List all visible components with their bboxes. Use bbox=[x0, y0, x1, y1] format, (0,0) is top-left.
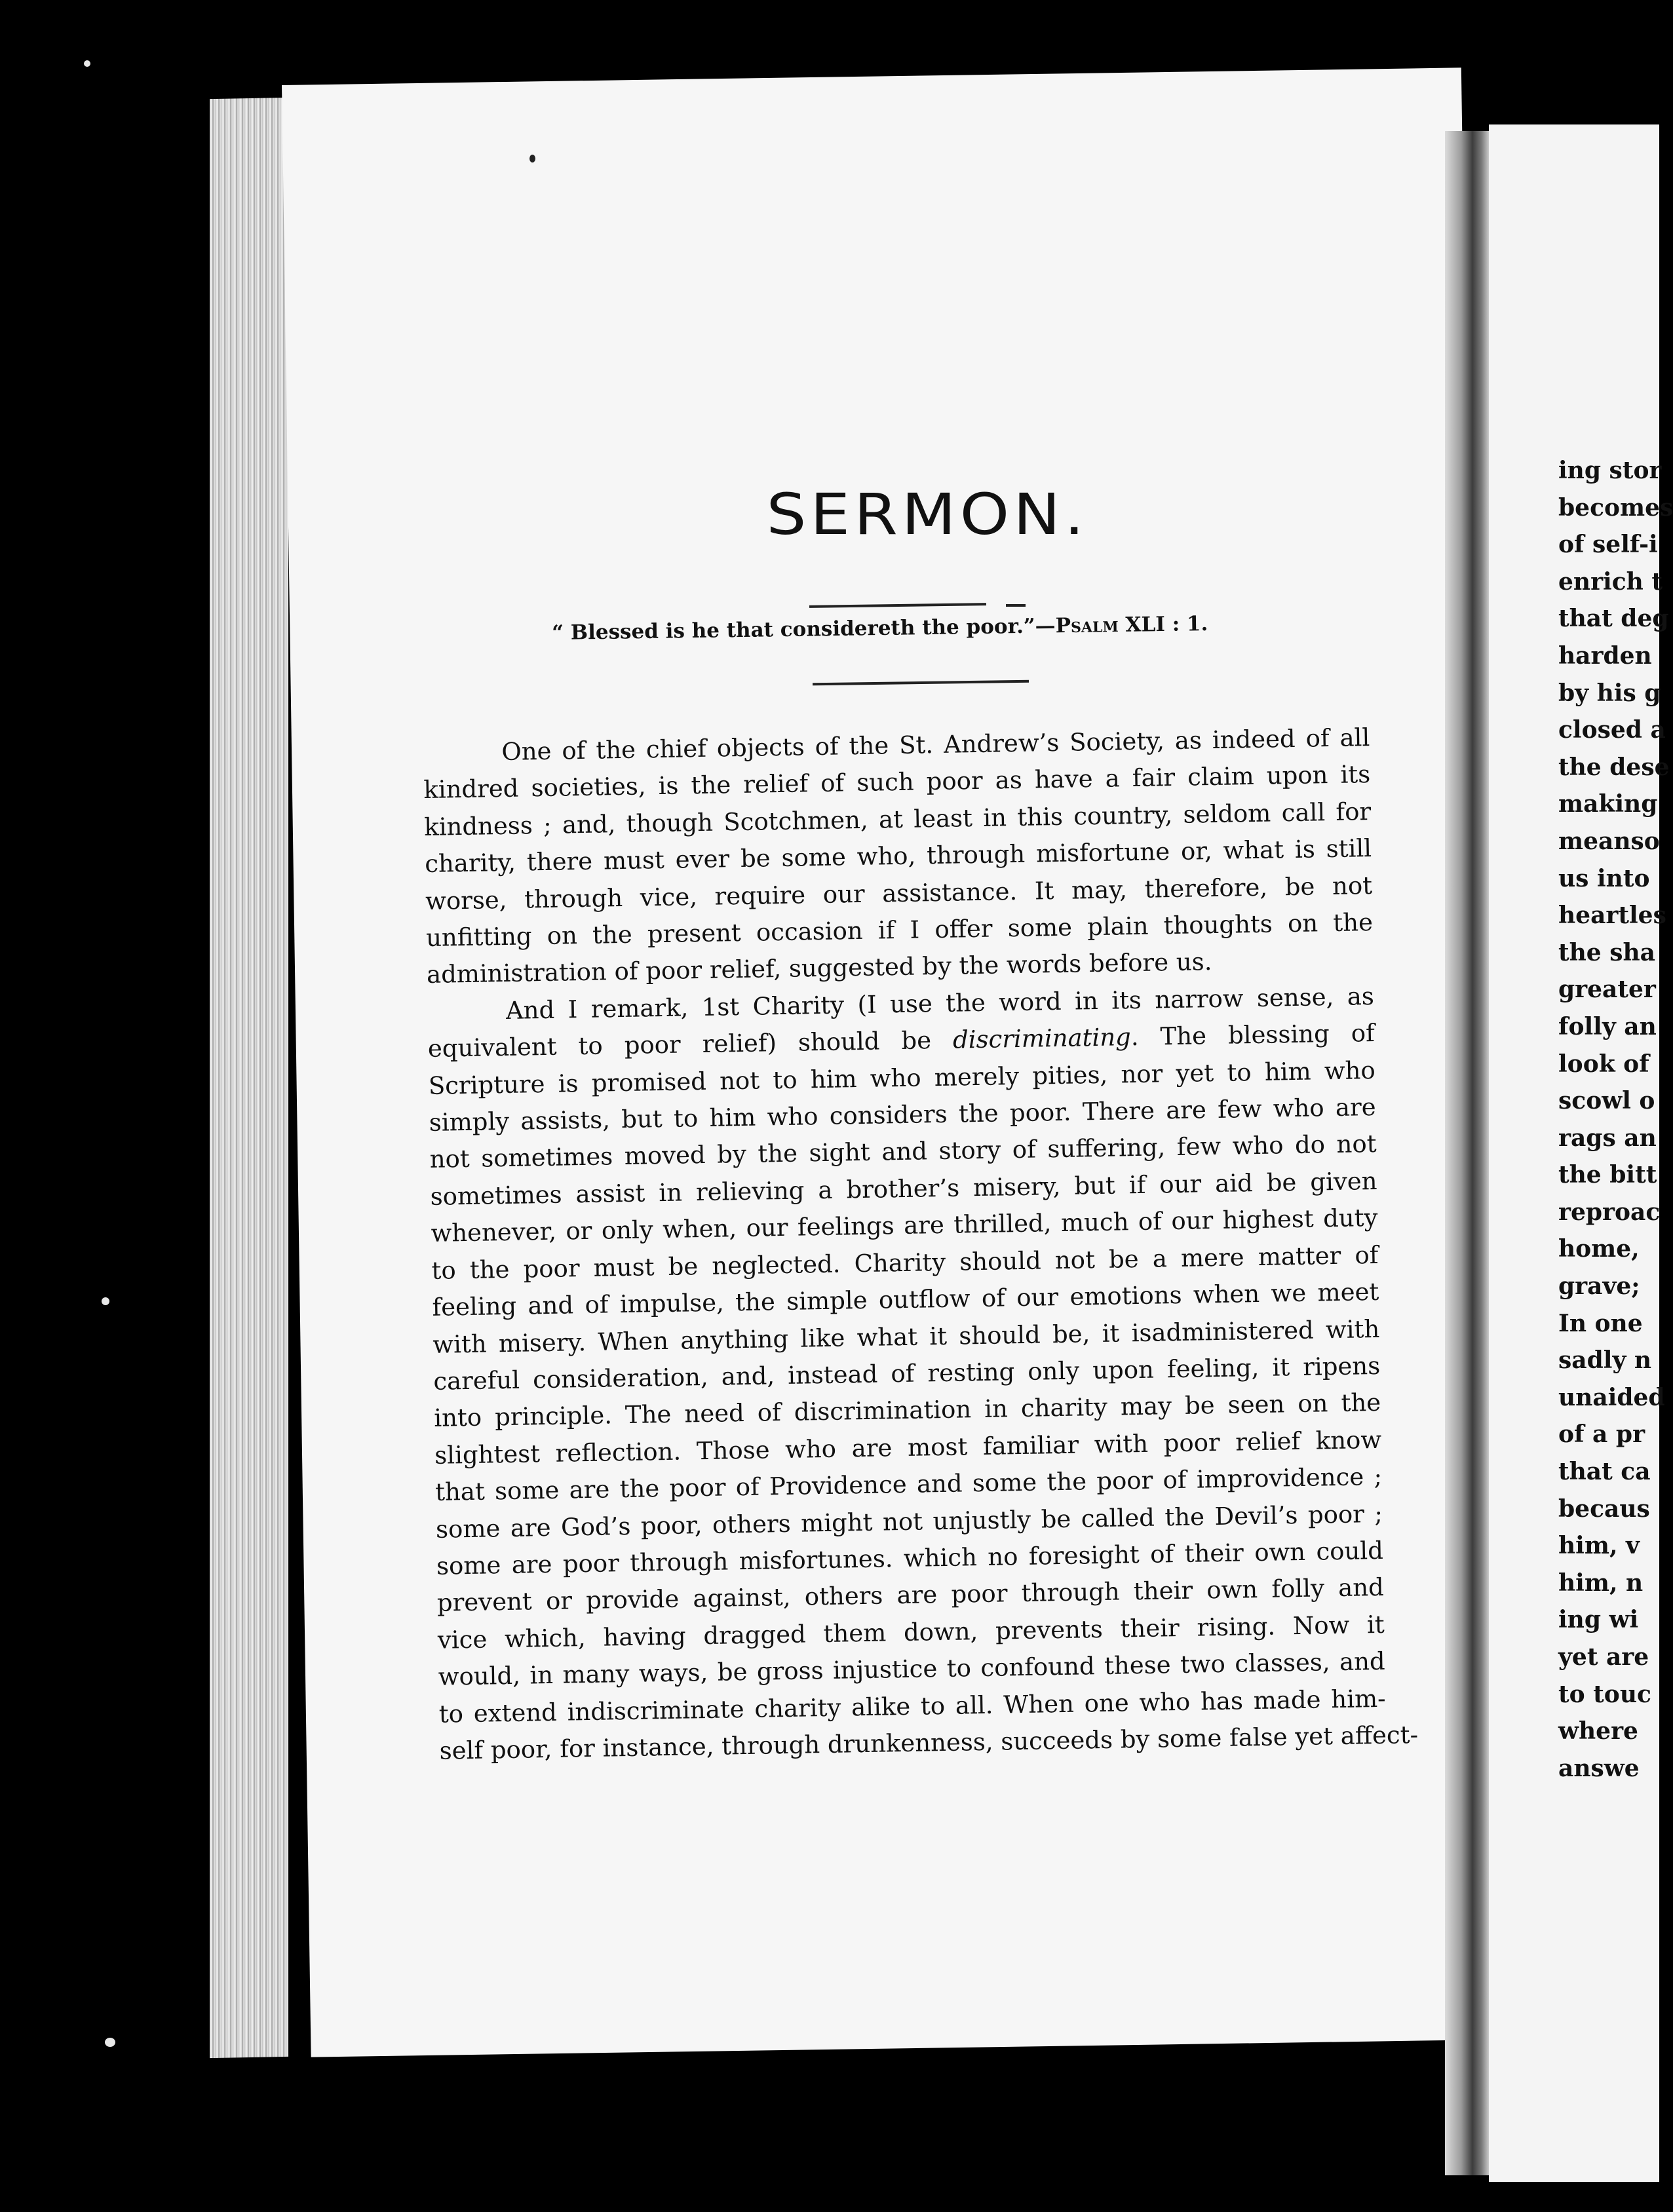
body-line: self poor, for instance, through drunkenness, succeeds by some false yet affect- bbox=[439, 1720, 1419, 1765]
right-page-line: scowl o bbox=[1558, 1087, 1655, 1115]
body-line: Scripture is promised not to him who merely pities, nor yet to him who bbox=[428, 1056, 1376, 1100]
right-page-line: In one bbox=[1558, 1309, 1643, 1337]
epigraph bbox=[552, 610, 1338, 645]
right-page-line: unaided bbox=[1558, 1383, 1665, 1411]
body-line: some are poor through misfortunes. which no foresight of their own could bbox=[436, 1536, 1384, 1580]
right-page-line: folly an bbox=[1558, 1012, 1657, 1040]
body-line: would, in many ways, be gross injustice to confound these two classes, and bbox=[438, 1647, 1385, 1691]
body-line: careful consideration, and, instead of resting only upon feeling, it ripens bbox=[433, 1351, 1381, 1396]
epigraph-quote: “ Blessed is he that considereth the poor.”— bbox=[552, 614, 1056, 645]
right-page-line: meanso bbox=[1558, 827, 1660, 855]
body-line: to the poor must be neglected. Charity should not be a mere matter of bbox=[431, 1240, 1379, 1285]
title-rule-dash bbox=[1006, 604, 1026, 607]
body-line: administration of poor relief, suggested by the words before us. bbox=[426, 947, 1212, 989]
body-line: some are God’s poor, others might not unjustly be called the Devil’s poor ; bbox=[435, 1499, 1383, 1544]
body-line: simply assists, but to him who considers the poor. There are few who are bbox=[429, 1093, 1376, 1137]
body-line: worse, through vice, require our assistance. It may, therefore, be not bbox=[425, 871, 1373, 915]
right-page-line: making bbox=[1558, 790, 1658, 818]
body-line: sometimes assist in relieving a brother’s misery, but if our aid be given bbox=[430, 1166, 1377, 1211]
right-page-line: look of bbox=[1558, 1050, 1649, 1078]
right-page-line: becomes bbox=[1558, 493, 1673, 522]
right-page-text bbox=[1558, 452, 1673, 1787]
right-page-line: him, v bbox=[1558, 1532, 1640, 1560]
body-line: unfitting on the present occasion if I offer some plain thoughts on the bbox=[425, 908, 1374, 952]
right-page-line: sadly n bbox=[1558, 1346, 1652, 1375]
body-line: feeling and of impulse, the simple outflow of our emotions when we meet bbox=[432, 1278, 1379, 1322]
body-line: vice which, having dragged them down, prevents their rising. Now it bbox=[437, 1610, 1385, 1654]
body-line: that some are the poor of Providence and some the poor of improvidence ; bbox=[434, 1462, 1383, 1506]
body-line: whenever, or only when, our feelings are thrilled, much of our highest duty bbox=[431, 1204, 1378, 1248]
right-page-line: heartles bbox=[1558, 902, 1666, 930]
body-line: kindred societies, is the relief of such poor as have a fair claim upon its bbox=[423, 760, 1371, 805]
right-page-line: greater bbox=[1558, 976, 1656, 1004]
body-line: equivalent to poor relief) should be discriminating. The blessing of bbox=[427, 1019, 1375, 1063]
body-line: kindness ; and, though Scotchmen, at least in this country, seldom call for bbox=[423, 797, 1372, 841]
right-page-line: yet are bbox=[1558, 1643, 1649, 1671]
right-page-line: becaus bbox=[1558, 1495, 1650, 1523]
right-page-line: of self-i bbox=[1558, 531, 1658, 559]
body-line: slightest reflection. Those who are most familiar with poor relief know bbox=[434, 1425, 1382, 1470]
ink-dot bbox=[529, 155, 535, 162]
right-page-line: of a pr bbox=[1558, 1421, 1645, 1449]
right-page-line: that ca bbox=[1558, 1458, 1651, 1486]
right-page-line: ing stor bbox=[1558, 457, 1662, 484]
body-line: with misery. When anything like what it should be, it isadministered with bbox=[433, 1314, 1380, 1359]
right-page-line: that deg bbox=[1558, 605, 1669, 633]
body-line: One of the chief objects of the St. Andrew’s Society, as indeed of all bbox=[501, 723, 1370, 767]
body-line: to extend indiscriminate charity alike to all. When one who has made him- bbox=[438, 1684, 1386, 1728]
right-page-line: answe bbox=[1558, 1754, 1640, 1782]
right-page-line: closed a bbox=[1558, 716, 1666, 744]
right-page-line: home, bbox=[1558, 1235, 1640, 1263]
body-line: And I remark, 1st Charity (I use the word in its narrow sense, as bbox=[505, 982, 1375, 1025]
sermon-body bbox=[423, 719, 1419, 1770]
body-line: not sometimes moved by the sight and story of suffering, few who do not bbox=[429, 1130, 1377, 1174]
right-page-line: to touc bbox=[1558, 1680, 1651, 1708]
title-rule bbox=[809, 603, 986, 608]
right-page-line: by his g bbox=[1558, 679, 1661, 707]
body-line: into principle. The need of discrimination in charity may be seen on the bbox=[433, 1388, 1381, 1433]
right-page-line: rags an bbox=[1558, 1124, 1657, 1152]
body-line: charity, there must ever be some who, through misfortune or, what is still bbox=[424, 834, 1372, 879]
right-page-line: enrich t bbox=[1558, 567, 1663, 596]
right-page-line: where bbox=[1558, 1717, 1638, 1745]
right-page-line: us into bbox=[1558, 864, 1650, 892]
body-line: prevent or provide against, others are poor through their own folly and bbox=[436, 1573, 1385, 1618]
epigraph-reference: Psalm XLI : 1. bbox=[1055, 612, 1208, 638]
page-title: SERMON. bbox=[766, 482, 1088, 548]
right-page-line: harden bbox=[1558, 641, 1652, 670]
right-page-line: the bitt bbox=[1558, 1161, 1657, 1189]
right-page-line: the sha bbox=[1558, 938, 1656, 966]
right-page-line: grave; bbox=[1558, 1272, 1640, 1301]
right-page-line: ing wi bbox=[1558, 1606, 1639, 1634]
right-page-line: reproac bbox=[1558, 1198, 1661, 1226]
right-page-line: the dese bbox=[1558, 753, 1670, 781]
epigraph-rule bbox=[813, 680, 1029, 686]
right-page-line: him, n bbox=[1558, 1569, 1644, 1597]
